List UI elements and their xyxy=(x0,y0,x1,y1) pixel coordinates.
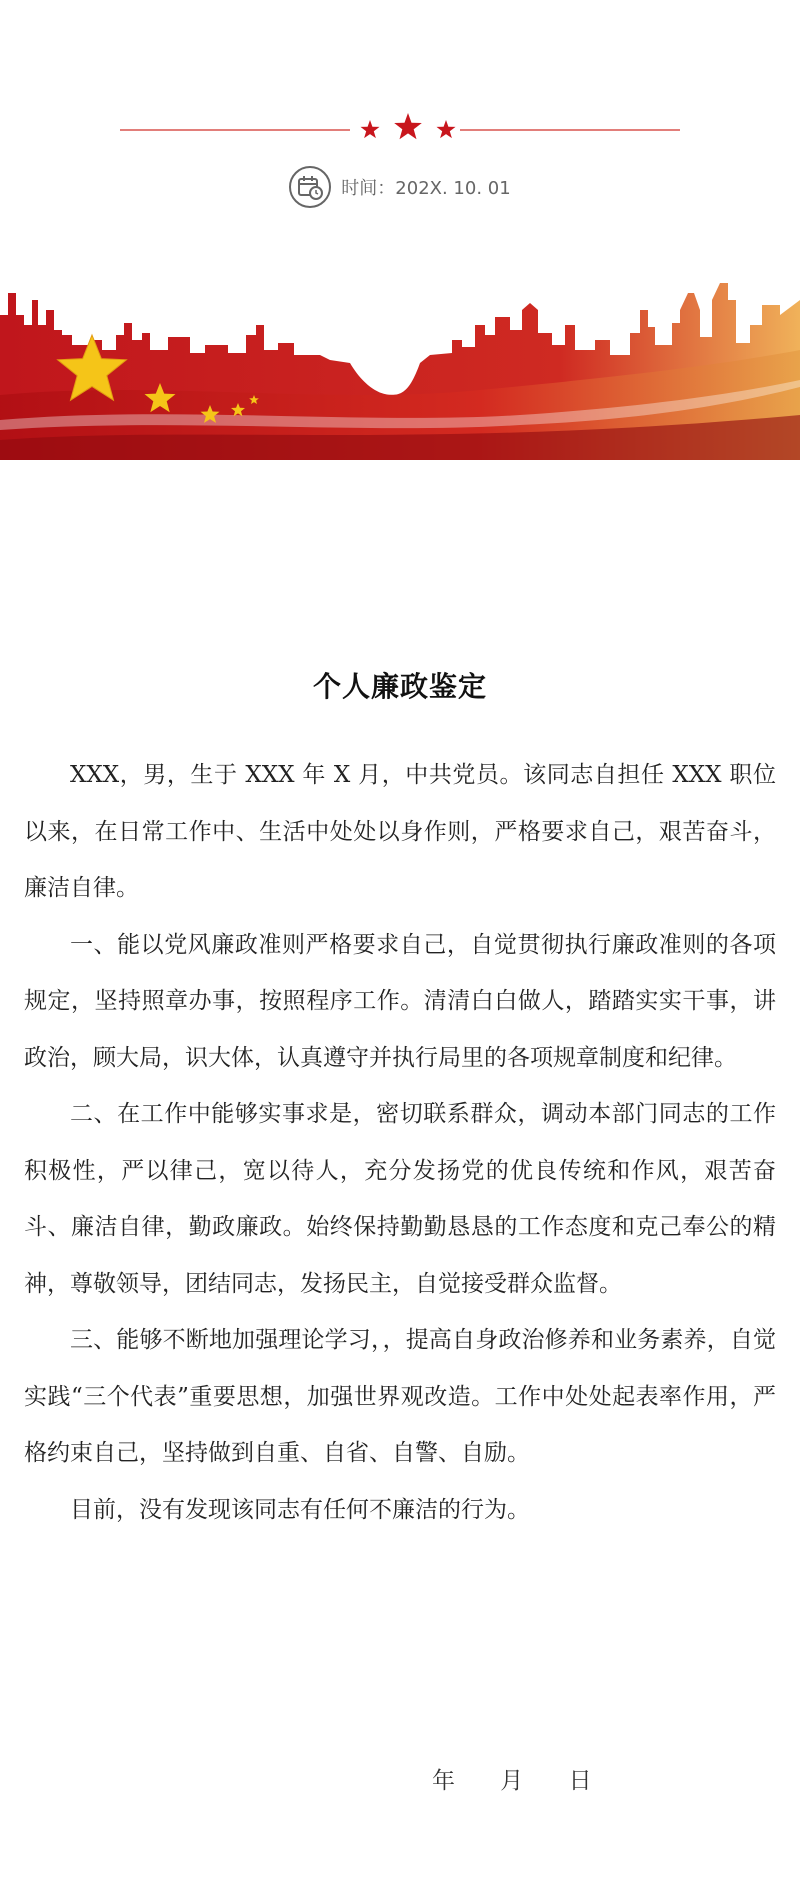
star-icon xyxy=(437,120,456,138)
calendar-icon xyxy=(289,166,331,208)
paragraph: 三、能够不断地加强理论学习，，提高自身政治修养和业务素养，自觉实践“三个代表”重要思想，加强世界观改造。工作中处处起表率作用，严格约束自己，坚持做到自重、自省、自警、自励。 xyxy=(24,1327,776,1466)
document-title: 个人廉政鉴定 xyxy=(312,670,487,703)
date-label: 时间：202X. 10. 01 xyxy=(341,178,511,199)
star-icon xyxy=(361,120,380,138)
signature-date: 年 月 日 xyxy=(432,1768,592,1794)
star-icon xyxy=(394,113,422,139)
document-body xyxy=(24,747,776,1538)
date-row xyxy=(0,166,800,208)
paragraph: 目前，没有发现该同志有任何不廉洁的行为。 xyxy=(70,1496,530,1523)
city-skyline-banner xyxy=(0,255,800,460)
paragraph: 二、在工作中能够实事求是，密切联系群众，调动本部门同志的工作积极性，严以律己，宽以待人，充分发扬党的优良传统和作风，艰苦奋斗、廉洁自律，勤政廉政。始终保持勤勤恳恳的工作态度和克己奉公的精神，尊敬领导，团结同志，发扬民主，自觉接受群众监督。 xyxy=(24,1101,776,1297)
paragraph: XXX，男，生于 XXX 年 X 月，中共党员。该同志自担任 XXX 职位以来，在日常工作中、生活中处处以身作则，严格要求自己，艰苦奋斗，廉洁自律。 xyxy=(24,762,776,901)
paragraph: 一、能以党风廉政准则严格要求自己，自觉贯彻执行廉政准则的各项规定，坚持照章办事，按照程序工作。清清白白做人，踏踏实实干事，讲政治，顾大局，识大体，认真遵守并执行局里的各项规章制度和纪律。 xyxy=(24,931,776,1071)
